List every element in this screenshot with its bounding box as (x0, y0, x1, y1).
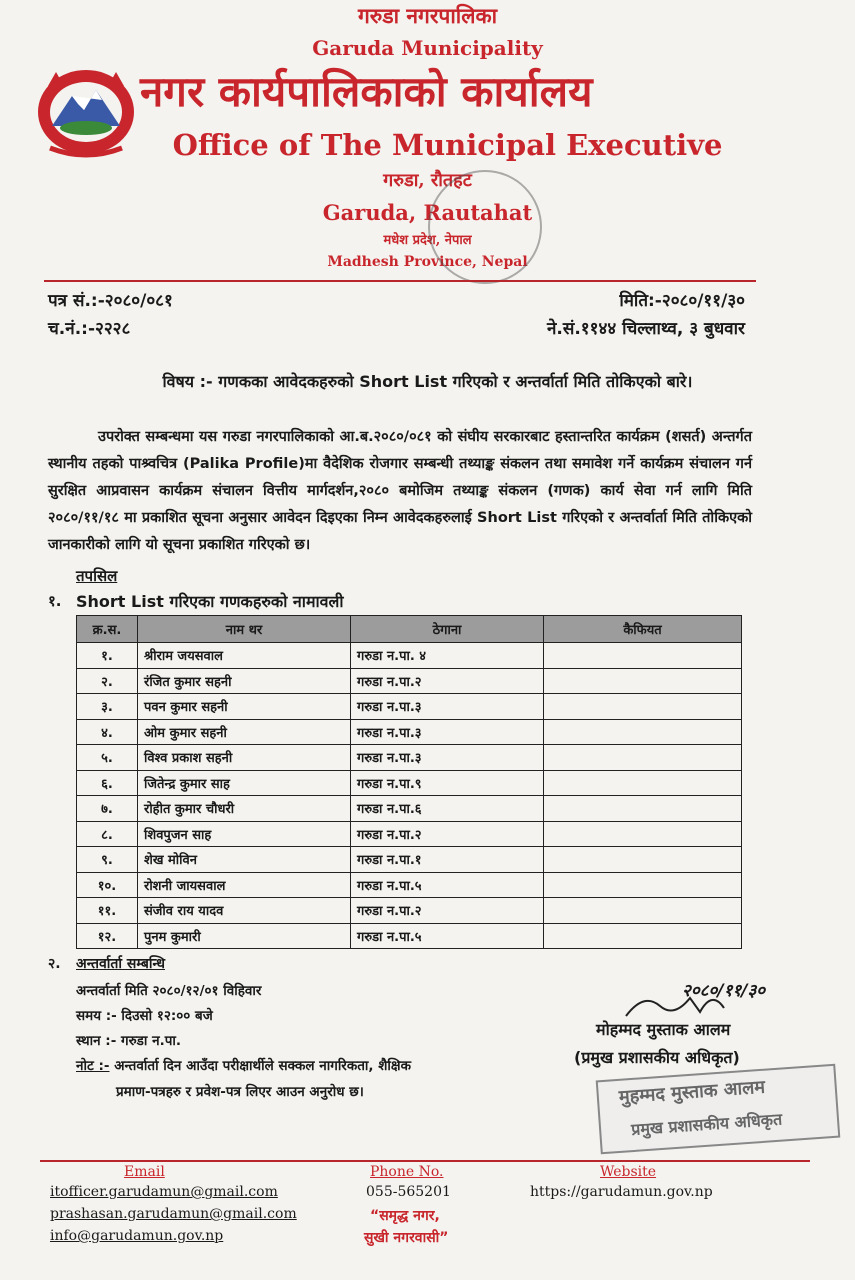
interview-number: २. (48, 956, 61, 972)
office-round-stamp (428, 170, 542, 284)
cell-serial: २. (77, 668, 138, 694)
footer-website-label: Website (600, 1164, 657, 1180)
cell-address: गरुडा न.पा.९ (351, 770, 544, 796)
table-row (77, 719, 742, 745)
cell-address: गरुडा न.पा.२ (351, 668, 544, 694)
header-office-nepali: नगर कार्यपालिकाको कार्यालय (140, 67, 593, 116)
cell-name: रोशनी जायसवाल (138, 872, 351, 898)
cell-name: शिवपुजन साह (138, 821, 351, 847)
list-heading-number: १. (48, 592, 62, 610)
cell-name: रोहीत कुमार चौधरी (138, 796, 351, 822)
interview-time: समय :- दिउसो १२:०० बजे (76, 1008, 213, 1024)
cell-remarks (544, 847, 742, 873)
table-row (77, 872, 742, 898)
header-location-nepali: गरुडा, रौतहट (383, 170, 472, 191)
cell-address: गरुडा न.पा.१ (351, 847, 544, 873)
footer-email-label: Email (124, 1164, 165, 1180)
cell-remarks (544, 745, 742, 771)
stamp-name: मुहम्मद मुस्ताक आलम (618, 1076, 766, 1108)
list-heading: Short List गरिएका गणकहरुको नामावली (76, 592, 344, 611)
header-remarks: कैफियत (544, 616, 742, 643)
signatory-name: मोहम्मद मुस्ताक आलम (596, 1020, 731, 1039)
signature-date: २०८०/११/३० (682, 981, 766, 1001)
cell-serial: १०. (77, 872, 138, 898)
cell-name: ओम कुमार सहनी (138, 719, 351, 745)
table-row (77, 821, 742, 847)
cell-serial: ८. (77, 821, 138, 847)
shortlist-table (76, 615, 742, 949)
cell-name: रंजित कुमार सहनी (138, 668, 351, 694)
table-row (77, 745, 742, 771)
cell-name: श्रीराम जयसवाल (138, 643, 351, 669)
cell-remarks (544, 668, 742, 694)
cell-remarks (544, 719, 742, 745)
cell-address: गरुडा न.पा.३ (351, 719, 544, 745)
table-row (77, 770, 742, 796)
note-text-1: अन्तर्वार्ता दिन आउँदा परीक्षार्थीले सक्कल नागरिकता, शैक्षिक (114, 1058, 411, 1074)
header-province-nepali: मधेश प्रदेश, नेपाल (383, 233, 472, 248)
header-province-english: Madhesh Province, Nepal (327, 254, 528, 270)
slogan-line-1: “समृद्ध नगर, (370, 1208, 440, 1224)
signatory-title: (प्रमुख प्रशासकीय अधिकृत) (574, 1048, 740, 1067)
subject-line: विषय :- गणकका आवेदकहरुको Short List गरिएको र अन्तर्वार्ता मिति तोकिएको बारे। (162, 372, 693, 391)
cell-address: गरुडा न.पा.३ (351, 745, 544, 771)
cell-serial: ७. (77, 796, 138, 822)
cell-name: संजीव राय यादव (138, 898, 351, 924)
cell-remarks (544, 923, 742, 949)
cell-serial: ३. (77, 694, 138, 720)
cell-address: गरुडा न.पा.२ (351, 821, 544, 847)
header-name: नाम थर (138, 616, 351, 643)
cell-address: गरुडा न.पा.५ (351, 923, 544, 949)
header-office-english: Office of The Municipal Executive (172, 128, 723, 162)
cell-remarks (544, 872, 742, 898)
cell-name: पुनम कुमारी (138, 923, 351, 949)
letter-number: पत्र सं.:-२०८०/०८१ (48, 291, 173, 311)
cell-serial: ५. (77, 745, 138, 771)
phone-number: 055-565201 (366, 1184, 451, 1200)
note-text-2: प्रमाण-पत्रहरु र प्रवेश-पत्र लिएर आउन अनुरोध छ। (116, 1084, 364, 1100)
section-title: तपसिल (76, 567, 118, 585)
cell-address: गरुडा न.पा.२ (351, 898, 544, 924)
table-row (77, 898, 742, 924)
cell-remarks (544, 821, 742, 847)
cell-name: शेख मोविन (138, 847, 351, 873)
body-paragraph: उपरोक्त सम्बन्धमा यस गरुडा नगरपालिकाको आ.ब.२०८०/०८१ को संघीय सरकारबाट हस्तान्तरित कार्यक्रम (शसर्त) अन्तर्गत स्थानीय तहको पाश्र्वचित्र (Palika Profile)मा वैदेशिक रोजगार सम्बन्धी तथ्याङ्क संकलन तथा समावेश गर्ने कार्यक्रम संचालन गर्न सुरक्षित आप्रवासन कार्यक्रम संचालन वित्तीय मार्गदर्शन,२०८० बमोजिम तथ्याङ्क संकलन (गणक) कार्य सेवा गर्न लागि मिति २०८०/११/१८ मा प्रकाशित सूचना अनुसार आवेदन दिइएका निम्न आवेदकहरुलाई Short List गरिएको र अन्तर्वार्ता मिति तोकिएको जानकारीको लागि यो सूचना प्रकाशित गरिएको छ। (48, 429, 752, 553)
header-municipality-nepali: गरुडा नगरपालिका (357, 3, 498, 28)
header-serial: क्र.स. (77, 616, 138, 643)
cell-address: गरुडा न.पा.३ (351, 694, 544, 720)
footer-divider (40, 1160, 810, 1162)
header-divider (44, 280, 756, 282)
nepal-sambat-date: ने.सं.११४४ चिल्लाथ्व, ३ बुधवार (546, 319, 745, 339)
table-row (77, 796, 742, 822)
cell-remarks (544, 796, 742, 822)
table-row (77, 668, 742, 694)
cell-serial: ११. (77, 898, 138, 924)
cell-remarks (544, 643, 742, 669)
cell-remarks (544, 898, 742, 924)
slogan-line-2: सुखी नगरवासी” (364, 1230, 449, 1246)
cell-address: गरुडा न.पा.५ (351, 872, 544, 898)
table-row (77, 643, 742, 669)
cell-remarks (544, 770, 742, 796)
table-row (77, 923, 742, 949)
note-label: नोट :- (76, 1058, 110, 1074)
interview-title: अन्तर्वार्ता सम्बन्धि (76, 956, 165, 972)
stamp-title: प्रमुख प्रशासकीय अधिकृत (630, 1109, 783, 1140)
email-link-2[interactable]: prashasan.garudamun@gmail.com (50, 1206, 297, 1222)
table-row (77, 847, 742, 873)
dispatch-number: च.नं.:-२२२८ (48, 319, 131, 339)
table-header-row (77, 616, 742, 643)
header-municipality-english: Garuda Municipality (312, 36, 543, 60)
cell-name: विश्व प्रकाश सहनी (138, 745, 351, 771)
body-text (48, 424, 752, 559)
cell-address: गरुडा न.पा.६ (351, 796, 544, 822)
interview-date: अन्तर्वार्ता मिति २०८०/१२/०१ विहिवार (76, 983, 262, 999)
date: मिति:-२०८०/११/३० (619, 291, 745, 311)
cell-serial: ९. (77, 847, 138, 873)
cell-serial: १२. (77, 923, 138, 949)
officer-stamp (596, 1064, 841, 1155)
cell-address: गरुडा न.पा. ४ (351, 643, 544, 669)
cell-serial: ४. (77, 719, 138, 745)
cell-name: जितेन्द्र कुमार साह (138, 770, 351, 796)
table-row (77, 694, 742, 720)
cell-serial: १. (77, 643, 138, 669)
header-address: ठेगाना (351, 616, 544, 643)
interview-place: स्थान :- गरुडा न.पा. (76, 1033, 182, 1049)
header-location-english: Garuda, Rautahat (322, 200, 533, 225)
interview-note (76, 1056, 411, 1074)
website-link[interactable]: https://garudamun.gov.np (530, 1184, 713, 1200)
email-link-1[interactable]: itofficer.garudamun@gmail.com (50, 1184, 278, 1200)
footer-phone-label: Phone No. (370, 1164, 444, 1180)
cell-remarks (544, 694, 742, 720)
email-link-3[interactable]: info@garudamun.gov.np (50, 1228, 224, 1244)
cell-serial: ६. (77, 770, 138, 796)
cell-name: पवन कुमार सहनी (138, 694, 351, 720)
